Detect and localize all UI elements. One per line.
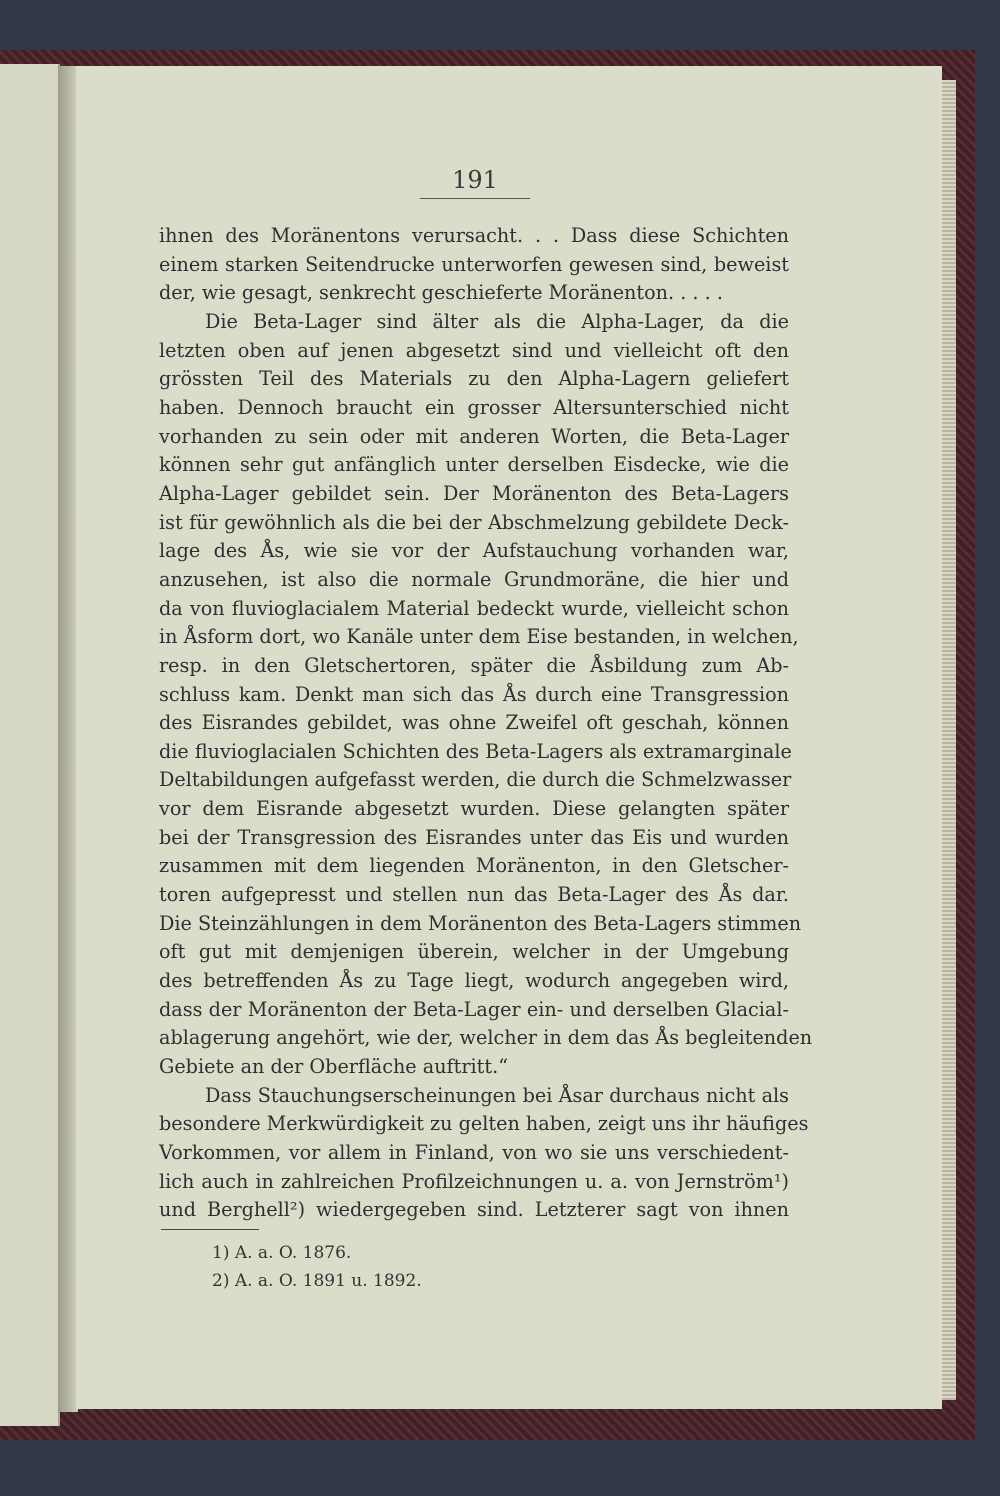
text-line: vorhanden zu sein oder mit anderen Worten, die Beta-Lager [159,424,789,448]
text-line: da von fluvioglacialem Material bedeckt wurde, vielleicht schon [159,596,789,620]
text-line: und Berghell²) wiedergegeben sind. Letzterer sagt von ihnen [159,1198,789,1222]
text-line: dass der Moränenton der Beta-Lager ein- und derselben Glacial- [159,997,789,1021]
footnote-rule [161,1229,259,1230]
text-line: in Åsform dort, wo Kanäle unter dem Eise bestanden, in welchen, [159,625,799,649]
text-line: oft gut mit demjenigen überein, welcher in der Umgebung [159,940,789,964]
page-edge [942,80,956,1400]
text-line: ablagerung angehört, wie der, welcher in dem das Ås begleitenden [159,1026,813,1050]
text-line: Gebiete an der Oberfläche auftritt.“ [159,1055,509,1079]
body-text [159,222,813,1225]
text-line: Alpha-Lager gebildet sein. Der Moränenton des Beta-Lagers [159,481,789,505]
left-page [0,64,60,1426]
footnotes [212,1239,422,1295]
text-line: lich auch in zahlreichen Profilzeichnungen u. a. von Jernström¹) [159,1169,789,1193]
text-line: Deltabildungen aufgefasst werden, die durch die Schmelzwasser [159,768,792,792]
text-line: ihnen des Moränentons verursacht. . . Dass diese Schichten [159,224,789,247]
text-line: Die Beta-Lager sind älter als die Alpha-Lager, da die [205,309,789,333]
text-line: bei der Transgression des Eisrandes unter das Eis und wurden [159,825,789,849]
text-line: schluss kam. Denkt man sich das Ås durch eine Transgression [159,682,789,706]
text-line: einem starken Seitendrucke unterworfen gewesen sind, beweist [159,252,789,276]
text-line: des betreffenden Ås zu Tage liegt, wodurch angegeben wird, [159,969,789,993]
text-line: des Eisrandes gebildet, was ohne Zweifel oft geschah, können [159,711,789,735]
text-line: grössten Teil des Materials zu den Alpha-Lagern geliefert [159,367,789,391]
text-line: besondere Merkwürdigkeit zu gelten haben, zeigt uns ihr häufiges [159,1112,809,1136]
text-line: ist für gewöhnlich als die bei der Abschmelzung gebildete Deck- [159,510,789,534]
footnote: 1) A. a. O. 1876. [212,1243,352,1263]
page-number: 191 [420,166,530,199]
text-line: Die Steinzählungen in dem Moränenton des Beta-Lagers stimmen [159,911,802,935]
text-line: können sehr gut anfänglich unter derselben Eisdecke, wie die [159,453,789,477]
text-line: Vorkommen, vor allem in Finland, von wo sie uns verschiedent- [159,1141,789,1164]
footnote: 2) A. a. O. 1891 u. 1892. [212,1271,422,1291]
book-gutter [58,66,78,1412]
text-line: resp. in den Gletschertoren, später die Åsbildung zum Ab- [159,653,789,677]
text-line: zusammen mit dem liegenden Moränenton, in den Gletscher- [159,854,789,878]
text-line: Dass Stauchungserscheinungen bei Åsar durchaus nicht als [205,1083,789,1107]
text-line: vor dem Eisrande abgesetzt wurden. Diese gelangten später [159,797,789,821]
text-line: letzten oben auf jenen abgesetzt sind und vielleicht oft den [159,338,789,362]
text-line: anzusehen, ist also die normale Grundmoräne, die hier und [159,567,789,591]
text-line: toren aufgepresst und stellen nun das Beta-Lager des Ås dar. [159,883,789,907]
text-line: der, wie gesagt, senkrecht geschieferte Moränenton. . . . . [159,281,723,305]
text-line: die fluvioglacialen Schichten des Beta-Lagers als extramarginale [159,739,792,763]
text-line: haben. Dennoch braucht ein grosser Altersunterschied nicht [159,395,789,419]
text-line: lage des Ås, wie sie vor der Aufstauchung vorhanden war, [159,539,789,563]
